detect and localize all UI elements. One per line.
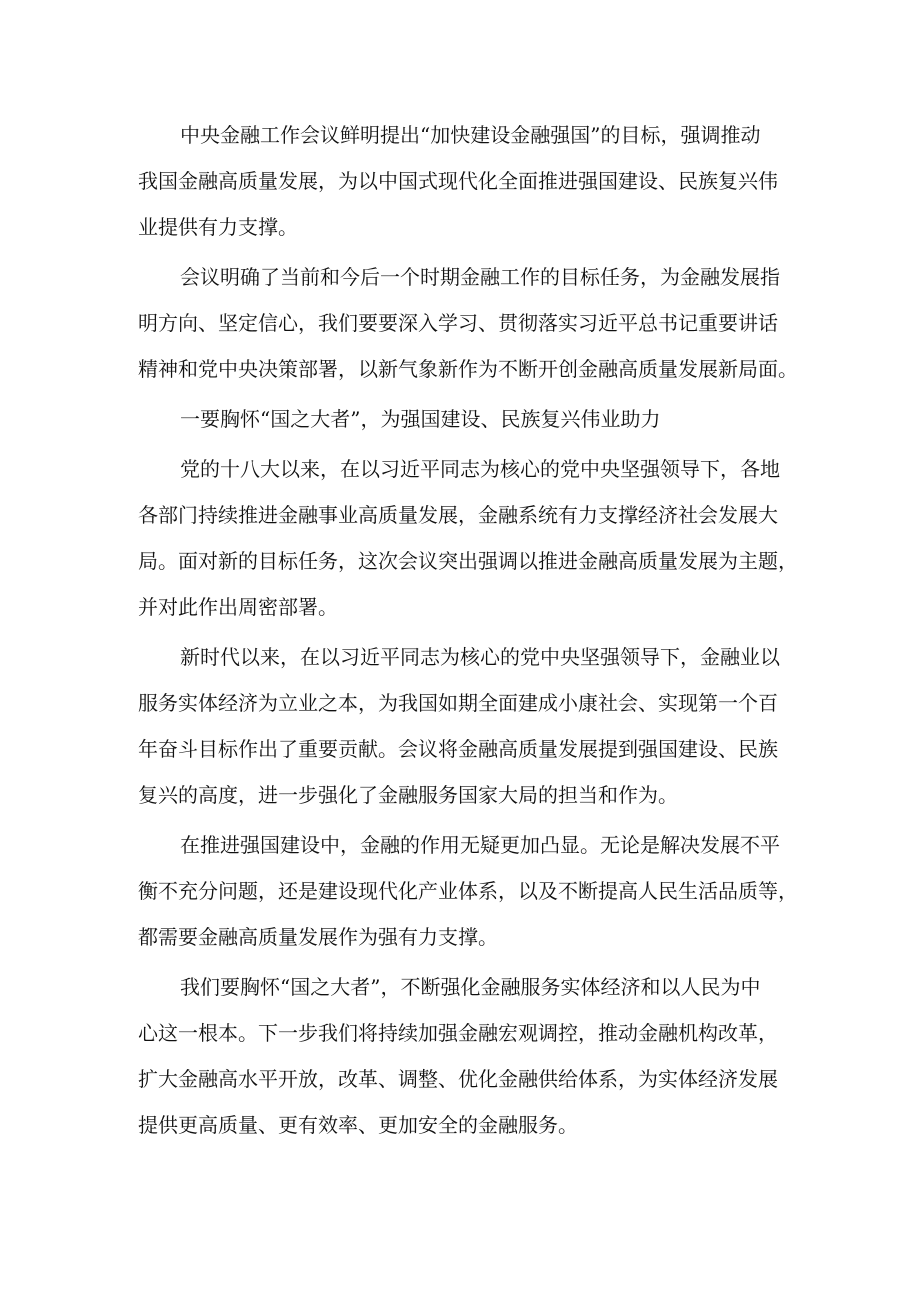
text-line: 衡不充分问题，还是建设现代化产业体系，以及不断提高人民生活品质等， — [138, 879, 798, 903]
paragraph — [138, 112, 808, 250]
text-line: 党的十八大以来，在以习近平同志为核心的党中央坚强领导下，各地 — [180, 457, 780, 481]
section-heading — [138, 396, 808, 442]
paragraph — [138, 822, 808, 960]
text-line: 明方向、坚定信心，我们要要深入学习、贯彻落实习近平总书记重要讲话 — [138, 311, 778, 335]
text-line: 会议明确了当前和今后一个时期金融工作的目标任务，为金融发展指 — [180, 265, 780, 289]
paragraph — [138, 634, 808, 818]
text-line: 在推进强国建设中，金融的作用无疑更加凸显。无论是解决发展不平 — [180, 833, 780, 857]
document-body — [138, 112, 808, 1152]
text-line: 中央金融工作会议鲜明提出“加快建设金融强国”的目标，强调推动 — [180, 123, 761, 147]
text-line: 服务实体经济为立业之本，为我国如期全面建成小康社会、实现第一个百 — [138, 691, 778, 715]
text-line: 一要胸怀“国之大者”，为强国建设、民族复兴伟业助力 — [180, 407, 661, 431]
text-line: 我们要胸怀“国之大者”，不断强化金融服务实体经济和以人民为中 — [180, 975, 761, 999]
paragraph — [138, 964, 808, 1148]
text-line: 新时代以来，在以习近平同志为核心的党中央坚强领导下，金融业以 — [180, 645, 780, 669]
text-line: 各部门持续推进金融事业高质量发展，金融系统有力支撑经济社会发展大 — [138, 503, 778, 527]
paragraph — [138, 446, 808, 630]
text-line: 业提供有力支撑。 — [138, 215, 298, 239]
text-line: 提供更高质量、更有效率、更加安全的金融服务。 — [138, 1113, 578, 1137]
text-line: 精神和党中央决策部署，以新气象新作为不断开创金融高质量发展新局面。 — [138, 357, 798, 381]
text-line: 复兴的高度，进一步强化了金融服务国家大局的担当和作为。 — [138, 783, 678, 807]
text-line: 并对此作出周密部署。 — [138, 595, 338, 619]
text-line: 局。面对新的目标任务，这次会议突出强调以推进金融高质量发展为主题， — [138, 549, 798, 573]
paragraph — [138, 254, 808, 392]
text-line: 我国金融高质量发展，为以中国式现代化全面推进强国建设、民族复兴伟 — [138, 169, 778, 193]
text-line: 都需要金融高质量发展作为强有力支撑。 — [138, 925, 498, 949]
text-line: 年奋斗目标作出了重要贡献。会议将金融高质量发展提到强国建设、民族 — [138, 737, 778, 761]
text-line: 扩大金融高水平开放，改革、调整、优化金融供给体系，为实体经济发展 — [138, 1067, 778, 1091]
text-line: 心这一根本。下一步我们将持续加强金融宏观调控，推动金融机构改革， — [138, 1021, 778, 1045]
